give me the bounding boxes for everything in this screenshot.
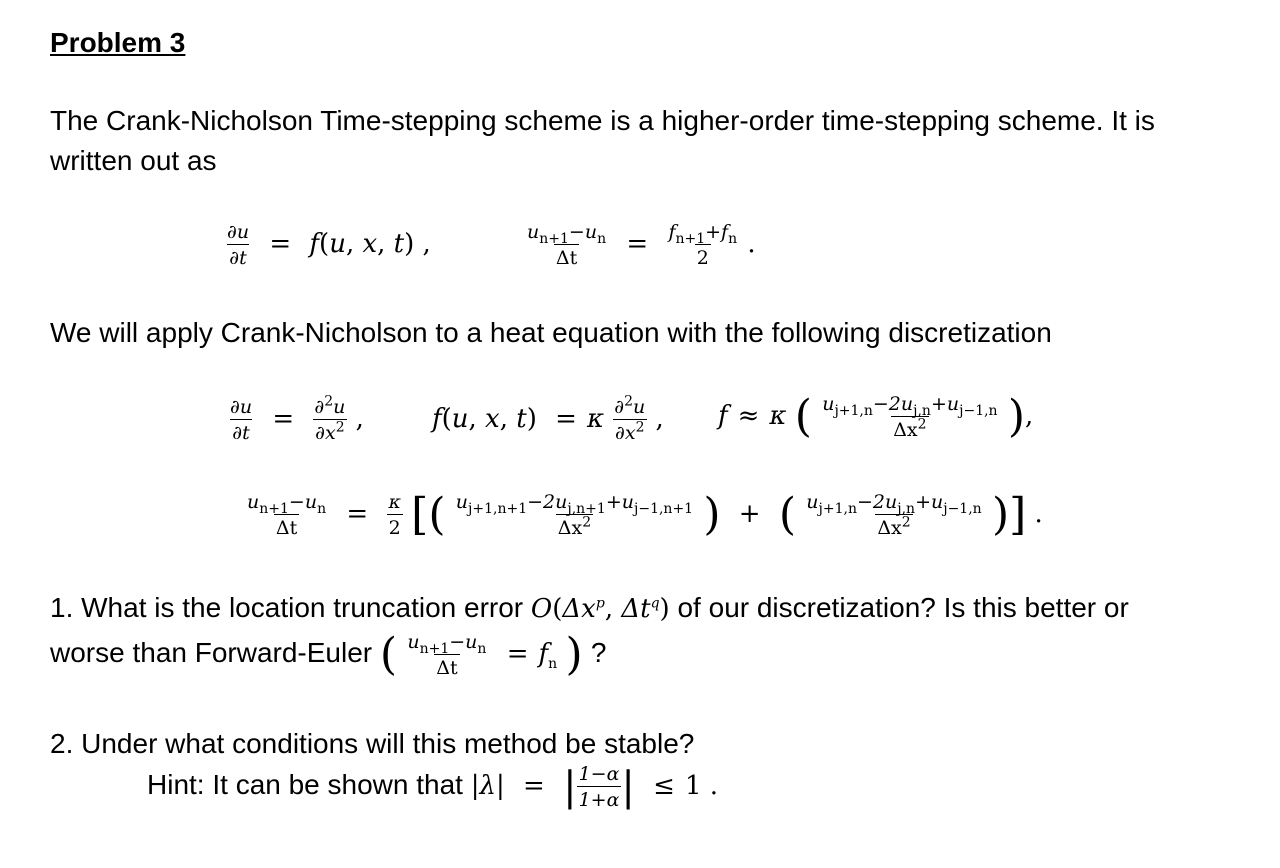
- equation-cn-heat: $\frac{u_{n+1}-u_n}{\Delta t}$ = $\frac{\kappa}{2}$ [( $\frac{u_{j+1,n+1}-2u_{j,n+1}+u_{j-1,n+1}}{\Delta x^2}$ ) + ( $\frac{u_{j+1,n}-2u_{j,n}+u_{j-1,n}}{\Delta x^2}$ )] .: [247, 489, 1043, 540]
- question-1-text: 1. What is the location truncation error: [50, 592, 524, 623]
- forward-euler-expr: ( $\frac{u_{n+1}-u_n}{\Delta t}$ = $f_n$ ): [379, 629, 583, 680]
- question-1-line-1: [50, 588, 1129, 629]
- fraction-du-dt: $\frac{\partial u}{\partial t}$: [227, 221, 250, 269]
- heat-intro: We will apply Crank-Nicholson to a heat equation with the following discretization: [50, 317, 1052, 348]
- intro-line-2: written out as: [50, 145, 217, 176]
- equation-cn-scheme: $\frac{u_{n+1}-u_n}{\Delta t}$ = $\frac{f_{n+1}+f_n}{2}$ .: [527, 221, 756, 269]
- fraction-un-diff: $\frac{u_{n+1}-u_n}{\Delta t}$: [527, 221, 607, 269]
- hint-expr: |λ| = | $\frac{1-\alpha}{1+\alpha}$ | ≤ 1 .: [470, 763, 719, 811]
- question-1-line-2: [50, 630, 606, 680]
- equation-heat: $\frac{\partial u}{\partial t}$ = $\frac{\partial^2u}{\partial x^2}$ ,: [230, 393, 364, 444]
- fraction-fn-avg: $\frac{f_{n+1}+f_n}{2}$: [668, 221, 738, 269]
- equation-f-approx: f ≈ κ ( $\frac{u_{j+1,n}-2u_{j,n}+u_{j-1,n}}{\Delta x^2}$ ),: [718, 391, 1034, 442]
- truncation-error-expr: $O(\Delta x^p$, $\Delta t^q$): [530, 594, 670, 624]
- intro-line-1: The Crank-Nicholson Time-stepping scheme is a higher-order time-stepping scheme. It is: [50, 105, 1155, 136]
- equation-ode: $\frac{\partial u}{\partial t}$ = f(u, x, t) ,: [227, 221, 431, 269]
- equation-f-def: f(u, x, t) = κ $\frac{\partial^2u}{\partial x^2}$ ,: [432, 393, 664, 444]
- question-1-mid: of our discretization? Is this better or: [677, 592, 1129, 623]
- hint-line: [147, 762, 718, 812]
- problem-title: Problem 3: [50, 27, 186, 58]
- question-1-end: ?: [590, 637, 607, 668]
- question-2: 2. Under what conditions will this method be stable?: [50, 728, 695, 759]
- hint-label: Hint: It can be shown that: [147, 769, 463, 800]
- question-1-line-2-text: worse than Forward-Euler: [50, 637, 373, 668]
